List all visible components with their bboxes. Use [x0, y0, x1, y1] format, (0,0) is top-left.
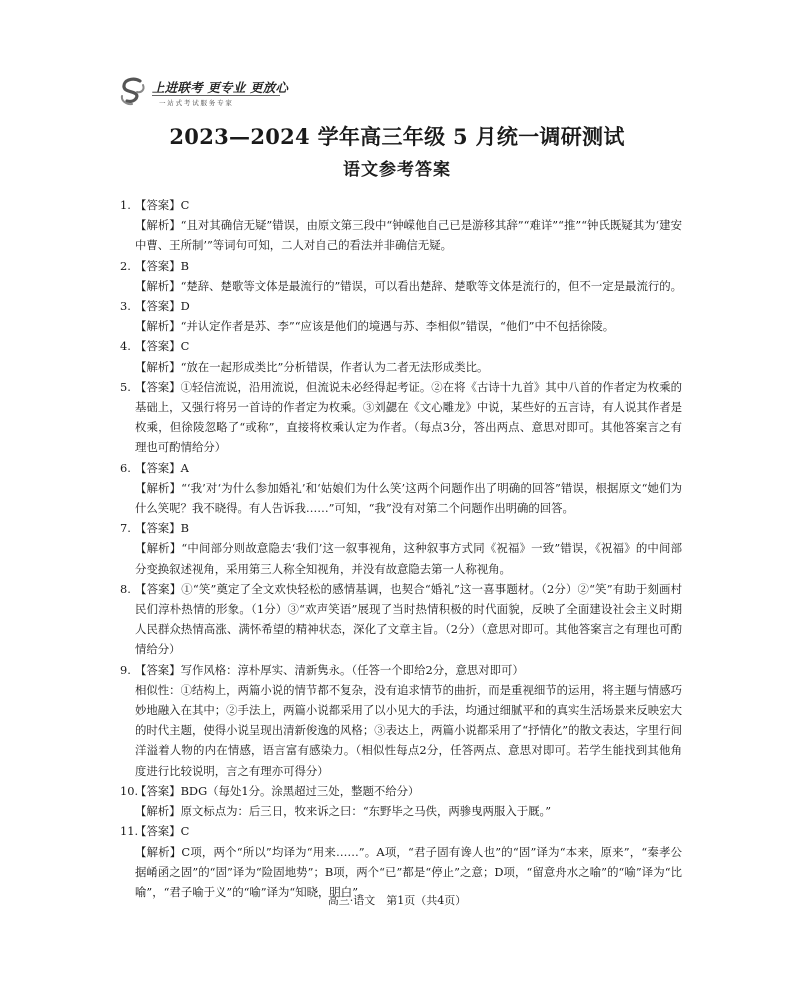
item-number: 7.	[120, 521, 131, 536]
page-title: 2023—2024 学年高三年级 5 月统一调研测试	[169, 124, 625, 149]
item-number: 3.	[120, 299, 131, 314]
answer-item-2	[120, 256, 682, 296]
logo-divider	[152, 95, 280, 96]
answer-item-1	[120, 195, 682, 256]
item-number: 2.	[120, 258, 131, 273]
answer-item-10	[120, 781, 682, 821]
answer-item-9	[120, 660, 682, 781]
answer-text: 【答案】C	[135, 339, 190, 354]
answer-text: 【答案】①轻信流说，沿用流说，但流说未必经得起考证。②在将《古诗十九首》其中八首的作者定为枚乘的基础上，又强行将另一首诗的作者定为枚乘。③刘勰在《文心雕龙》中说，某些好的五言诗，有人说其作者是枚乘，但徐陵忽略了“或称”，直接将枚乘认定为作者。（每点3分，答出两点、意思对即可。其他答案言之有理也可酌情给分）	[135, 379, 682, 455]
answer-text: 【答案】写作风格：淳朴厚实、清新隽永。（任答一个即给2分，意思对即可）	[135, 662, 524, 677]
answer-item-3	[120, 296, 682, 336]
answer-item-7	[120, 518, 682, 579]
item-number: 6.	[120, 460, 131, 475]
answer-item-6	[120, 458, 682, 519]
publisher-logo	[119, 74, 319, 110]
answer-item-4	[120, 336, 682, 376]
analysis-text: 【解析】“且对其确信无疑”错误，由原文第三段中“钟嵘他自己已是游移其辞”“难详”“推”“钟氏既疑其为‘建安中曹、王所制’”等词句可知，二人对自己的看法并非确信无疑。	[135, 218, 682, 253]
page-subtitle: 语文参考答案	[343, 160, 451, 180]
answer-text: 【答案】D	[135, 299, 190, 314]
answer-item-5	[120, 377, 682, 458]
answer-text: 【答案】B	[135, 521, 189, 536]
analysis-text: 【解析】C项，两个“所以”均译为“用来……”。A项，“君子固有谗人也”的“固”译为“本来，原来”，“秦孝公据崤函之固”的“固”译为“险固地势”；B项，两个“已”都是“停止”之意；D项，“留意舟水之喻”的“喻”译为“比喻”，“君子喻于义”的“喻”译为“知晓，明白”。	[135, 844, 682, 899]
answer-text: 【答案】A	[135, 460, 189, 475]
answer-item-8	[120, 579, 682, 660]
item-number: 8.	[120, 581, 131, 596]
logo-tagline: 一站式考试服务专家	[159, 99, 234, 107]
analysis-text: 【解析】“‘我’对‘为什么参加婚礼’和‘姑娘们为什么笑’这两个问题作出了明确的回答”错误，根据原文“她们为什么笑呢？我不晓得。有人告诉我……”可知，“我”没有对第二个问题作出明确的回答。	[135, 480, 682, 516]
analysis-text: 【解析】“楚辞、楚歌等文体是最流行的”错误，可以看出楚辞、楚歌等文体是流行的，但不一定是最流行的。	[135, 278, 683, 293]
item-number: 4.	[120, 339, 131, 354]
item-number: 10.	[120, 783, 139, 798]
swirl-logo-icon	[119, 76, 147, 106]
analysis-text: 【解析】“中间部分则故意隐去‘我们’这一叙事视角，这种叙事方式同《祝福》一致”错误，《祝福》的中间部分变换叙述视角，采用第三人称全知视角，并没有故意隐去第一人称视角。	[135, 541, 682, 576]
answer-list	[120, 195, 682, 902]
analysis-text: 【解析】“并认定作者是苏、李”“应该是他们的境遇与苏、李相似”错误，“他们”中不包括徐陵。	[135, 319, 615, 334]
answer-text: 【答案】BDG（每处1分。涂黑超过三处，整题不给分）	[135, 783, 420, 798]
answer-text: 【答案】①“笑”奠定了全文欢快轻松的感情基调，也契合“婚礼”这一喜事题材。（2分）②“笑”有助于刻画村民们淳朴热情的形象。（1分）③“欢声笑语”展现了当时热情积极的时代面貌，反映了全面建设社会主义时期人民群众热情高涨、满怀希望的精神状态，深化了文章主旨。（2分）（意思对即可。其他答案言之有理也可酌情给分）	[135, 581, 682, 657]
answer-text: 【答案】C	[135, 824, 190, 839]
answer-item-11	[120, 821, 682, 902]
item-number: 5.	[120, 379, 131, 394]
answer-text: 【答案】B	[135, 258, 189, 273]
answer-text: 【答案】C	[135, 198, 190, 212]
analysis-text: 相似性：①结构上，两篇小说的情节都不复杂，没有追求情节的曲折，而是重视细节的运用，将主题与情感巧妙地融入在其中；②手法上，两篇小说都采用了以小见大的手法，均通过细腻平和的真实生活场景来反映宏大的时代主题，使得小说呈现出清新俊逸的风格；③表达上，两篇小说都采用了“抒情化”的散文表达，字里行间洋溢着人物的内在情感，语言富有感染力。（相似性每点2分，任答两点、意思对即可。若学生能找到其他角度进行比较说明，言之有理亦可得分）	[135, 682, 683, 778]
analysis-text: 【解析】“放在一起形成类比”分析错误，作者认为二者无法形成类比。	[135, 359, 489, 374]
logo-slogan: 上进联考 更专业 更放心	[152, 80, 289, 95]
item-number: 9.	[120, 662, 131, 677]
analysis-text: 【解析】原文标点为：后三日，牧来诉之曰：“东野毕之马佚，两骖曳两服入于厩。”	[135, 804, 552, 819]
item-number: 1.	[120, 198, 131, 212]
item-number: 11.	[120, 824, 139, 839]
page-footer: 高三·语文 第1页（共4页）	[327, 894, 467, 907]
